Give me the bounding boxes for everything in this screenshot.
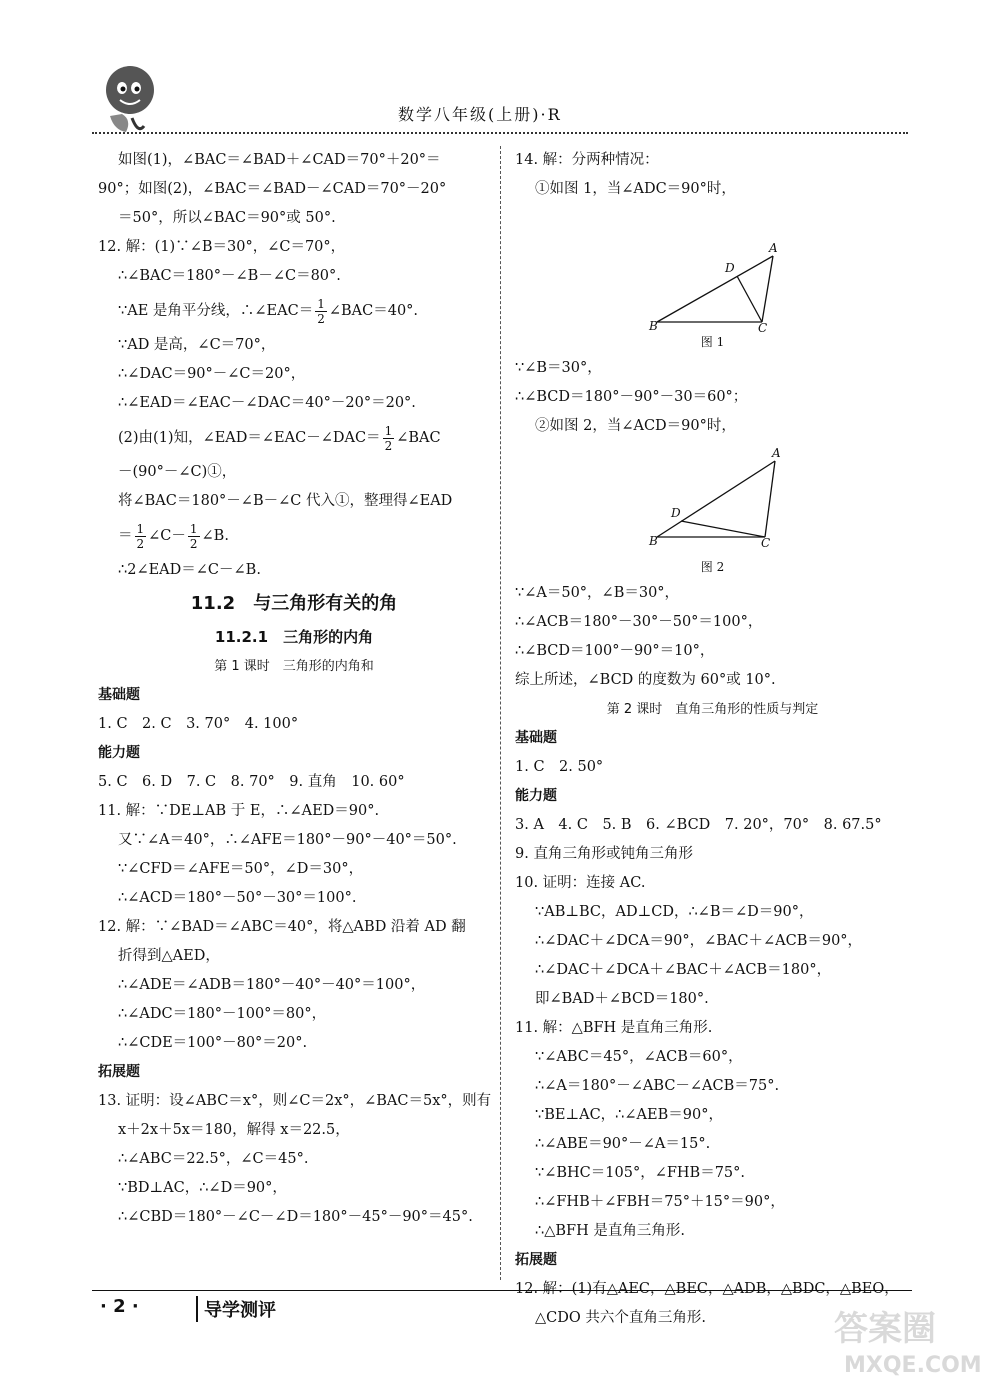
text-line: ∴∠ACB＝180°－30°－50°＝100°， bbox=[515, 614, 763, 630]
fraction-denominator: 2 bbox=[189, 536, 198, 551]
label-c: C bbox=[761, 536, 771, 550]
fraction-denominator: 2 bbox=[136, 536, 145, 551]
side-ca bbox=[765, 461, 775, 537]
text-line: 14. 解：分两种情况： bbox=[515, 152, 659, 168]
lesson-heading: 第 2 课时 直角三角形的性质与判定 bbox=[606, 702, 819, 717]
fraction-denominator: 2 bbox=[384, 438, 393, 453]
text-line: ∴∠BCD＝180°－90°－30＝60°； bbox=[515, 389, 748, 405]
text-line: ∵BE⊥AC，∴∠AEB＝90°， bbox=[535, 1107, 723, 1123]
figure-1 bbox=[515, 204, 910, 354]
fraction-numerator: 1 bbox=[384, 423, 393, 438]
text-line: 12. 解：(1)∵∠B＝30°，∠C＝70°， bbox=[98, 239, 346, 255]
text-line: －(90°－∠C)①， bbox=[118, 464, 237, 480]
text-line: ∴∠DAC＋∠DCA＋∠BAC＋∠ACB＝180°， bbox=[535, 962, 832, 978]
text-line: x＋2x＋5x＝180，解得 x＝22.5， bbox=[118, 1122, 350, 1138]
text-line: 12. 解：(1)有△AEC，△BEC，△ADB，△BDC，△BEO， bbox=[515, 1281, 899, 1297]
text-line: ＝50°，所以∠BAC＝90°或 50°. bbox=[118, 210, 336, 226]
text-line: 9. 直角三角形或钝角三角形 bbox=[515, 846, 693, 862]
text-line: ∵∠ABC＝45°，∠ACB＝60°， bbox=[535, 1049, 743, 1065]
left-column bbox=[98, 146, 490, 1232]
fraction-numerator: 1 bbox=[136, 521, 145, 536]
text-line: ∴∠DAC＝90°－∠C＝20°， bbox=[118, 366, 306, 382]
text-line: ∵∠BHC＝105°，∠FHB＝75°. bbox=[535, 1165, 746, 1181]
category-label: 拓展题 bbox=[98, 1064, 140, 1080]
segment-cd bbox=[681, 521, 765, 537]
text-line: ①如图 1，当∠ADC＝90°时， bbox=[535, 181, 736, 197]
page-header bbox=[0, 0, 1000, 165]
text-line: 将∠BAC＝180°－∠B－∠C 代入①，整理得∠EAD bbox=[118, 493, 453, 509]
text-line: ∴∠ACD＝180°－50°－30°＝100°. bbox=[118, 890, 357, 906]
text-segment: ∠BAC bbox=[396, 430, 441, 446]
page-footer bbox=[92, 1290, 912, 1330]
label-d: D bbox=[671, 506, 681, 520]
text-line: ∵AB⊥BC，AD⊥CD，∴∠B＝∠D＝90°， bbox=[535, 904, 814, 920]
text-line: ∴△BFH 是直角三角形. bbox=[535, 1223, 685, 1239]
text-segment: ∠B. bbox=[201, 528, 229, 544]
text-segment: (2)由(1)知，∠EAD＝∠EAC－∠DAC＝ bbox=[118, 430, 381, 446]
category-label: 基础题 bbox=[515, 730, 557, 746]
watermark-line1: 答案圈 bbox=[834, 1309, 936, 1349]
footer-rule bbox=[92, 1290, 912, 1291]
footer-separator bbox=[196, 1296, 198, 1322]
text-line: 综上所述，∠BCD 的度数为 60°或 10°. bbox=[515, 672, 776, 688]
side-ba bbox=[657, 461, 775, 537]
watermark-line2: MXQE.COM bbox=[844, 1353, 982, 1378]
text-line: 13. 证明：设∠ABC＝x°，则∠C＝2x°，∠BAC＝5x°，则有 bbox=[98, 1093, 492, 1109]
text-segment: ∠BAC＝40°. bbox=[328, 303, 419, 319]
text-line: 12. 解：∵∠BAD＝∠ABC＝40°，将△ABD 沿着 AD 翻 bbox=[98, 919, 466, 935]
segment-cd bbox=[737, 276, 762, 322]
text-line: ∵BD⊥AC，∴∠D＝90°， bbox=[118, 1180, 287, 1196]
text-line: ∴∠ABC＝22.5°，∠C＝45°. bbox=[118, 1151, 309, 1167]
section-heading: 11.2 与三角形有关的角 bbox=[190, 593, 398, 614]
figure-2 bbox=[515, 441, 910, 579]
text-line: △CDO 共六个直角三角形. bbox=[535, 1310, 706, 1326]
text-line: ∴∠DAC＋∠DCA＝90°，∠BAC＋∠ACB＝90°， bbox=[535, 933, 863, 949]
text-segment: ∠C－ bbox=[148, 528, 186, 544]
category-label: 拓展题 bbox=[515, 1252, 557, 1268]
text-line: ∴∠ADC＝180°－100°＝80°， bbox=[118, 1006, 327, 1022]
text-line: ∴∠A＝180°－∠ABC－∠ACB＝75°. bbox=[535, 1078, 780, 1094]
text-line: ∵AD 是高，∠C＝70°， bbox=[118, 337, 276, 353]
text-segment: ∵AE 是角平分线，∴∠EAC＝ bbox=[118, 303, 314, 319]
label-a: A bbox=[772, 446, 781, 460]
text-line: ②如图 2，当∠ACD＝90°时， bbox=[535, 418, 736, 434]
label-b: B bbox=[649, 534, 658, 548]
category-label: 基础题 bbox=[98, 687, 140, 703]
text-line: ∴∠EAD＝∠EAC－∠DAC＝40°－20°＝20°. bbox=[118, 395, 416, 411]
mascot-logo bbox=[92, 60, 162, 138]
text-line: 即∠BAD＋∠BCD＝180°. bbox=[535, 991, 709, 1007]
header-rule bbox=[92, 132, 908, 134]
text-segment: ＝ bbox=[118, 528, 133, 544]
side-ca bbox=[762, 256, 773, 322]
lesson-heading: 第 1 课时 三角形的内角和 bbox=[214, 659, 374, 674]
fraction bbox=[383, 424, 395, 453]
text-line: ∴∠ADE＝∠ADB＝180°－40°－40°＝100°， bbox=[118, 977, 426, 993]
answer-line: 1. C 2. 50° bbox=[515, 759, 604, 775]
text-line: ∵∠A＝50°，∠B＝30°， bbox=[515, 585, 680, 601]
text-line: 又∵∠A＝40°，∴∠AFE＝180°－90°－40°＝50°. bbox=[118, 832, 457, 848]
page-number: · 2 · bbox=[100, 1296, 139, 1317]
text-line: 折得到△AED， bbox=[118, 948, 220, 964]
text-line: ∵∠CFD＝∠AFE＝50°，∠D＝30°， bbox=[118, 861, 364, 877]
column-divider bbox=[500, 146, 501, 1280]
text-line: 90°；如图(2)，∠BAC＝∠BAD－∠CAD＝70°－20° bbox=[98, 181, 447, 197]
figure-2-diagram bbox=[515, 441, 910, 557]
text-line bbox=[98, 291, 490, 331]
fraction-denominator: 2 bbox=[317, 311, 325, 326]
fraction bbox=[188, 522, 200, 551]
answer-line: 1. C 2. C 3. 70° 4. 100° bbox=[98, 716, 299, 732]
figure-caption: 图 1 bbox=[700, 335, 725, 349]
text-line: ∴∠BCD＝100°－90°＝10°， bbox=[515, 643, 715, 659]
answer-line: 5. C 6. D 7. C 8. 70° 9. 直角 10. 60° bbox=[98, 774, 405, 790]
text-line: ∴∠CDE＝100°－80°＝20°. bbox=[118, 1035, 308, 1051]
figure-caption: 图 2 bbox=[700, 560, 725, 574]
figure-1-diagram bbox=[515, 204, 910, 332]
text-line: ∵∠B＝30°， bbox=[515, 360, 602, 376]
text-line: ∴2∠EAD＝∠C－∠B. bbox=[118, 562, 261, 578]
category-label: 能力题 bbox=[98, 745, 140, 761]
watermark bbox=[830, 1300, 990, 1380]
text-line: ∴∠ABE＝90°－∠A＝15°. bbox=[535, 1136, 711, 1152]
label-c: C bbox=[758, 321, 768, 332]
category-label: 能力题 bbox=[515, 788, 557, 804]
text-line: 11. 解：△BFH 是直角三角形. bbox=[515, 1020, 713, 1036]
right-column bbox=[515, 146, 910, 1333]
text-line: ∴∠FHB＋∠FBH＝75°＋15°＝90°， bbox=[535, 1194, 785, 1210]
answer-line: 3. A 4. C 5. B 6. ∠BCD 7. 20°，70° 8. 67.5° bbox=[515, 817, 882, 833]
side-ba bbox=[657, 256, 773, 322]
text-line bbox=[98, 418, 490, 458]
text-line: ∴∠BAC＝180°－∠B－∠C＝80°. bbox=[118, 268, 341, 284]
fraction-numerator: 1 bbox=[189, 521, 198, 536]
text-line: 10. 证明：连接 AC. bbox=[515, 875, 646, 891]
footer-title: 导学测评 bbox=[204, 1300, 276, 1321]
label-d: D bbox=[725, 261, 735, 275]
header-title: 数学八年级(上册)·R bbox=[398, 105, 562, 124]
text-line: 11. 解：∵DE⊥AB 于 E，∴∠AED＝90°. bbox=[98, 803, 380, 819]
fraction bbox=[315, 297, 327, 326]
label-a: A bbox=[769, 241, 778, 255]
fraction bbox=[135, 522, 147, 551]
text-line bbox=[98, 516, 490, 556]
text-line: ∴∠CBD＝180°－∠C－∠D＝180°－45°－90°＝45°. bbox=[118, 1209, 473, 1225]
text-line: 如图(1)，∠BAC＝∠BAD＋∠CAD＝70°＋20°＝ bbox=[118, 152, 441, 168]
label-b: B bbox=[649, 319, 658, 332]
fraction-numerator: 1 bbox=[317, 296, 325, 311]
subsection-heading: 11.2.1 三角形的内角 bbox=[214, 628, 374, 646]
